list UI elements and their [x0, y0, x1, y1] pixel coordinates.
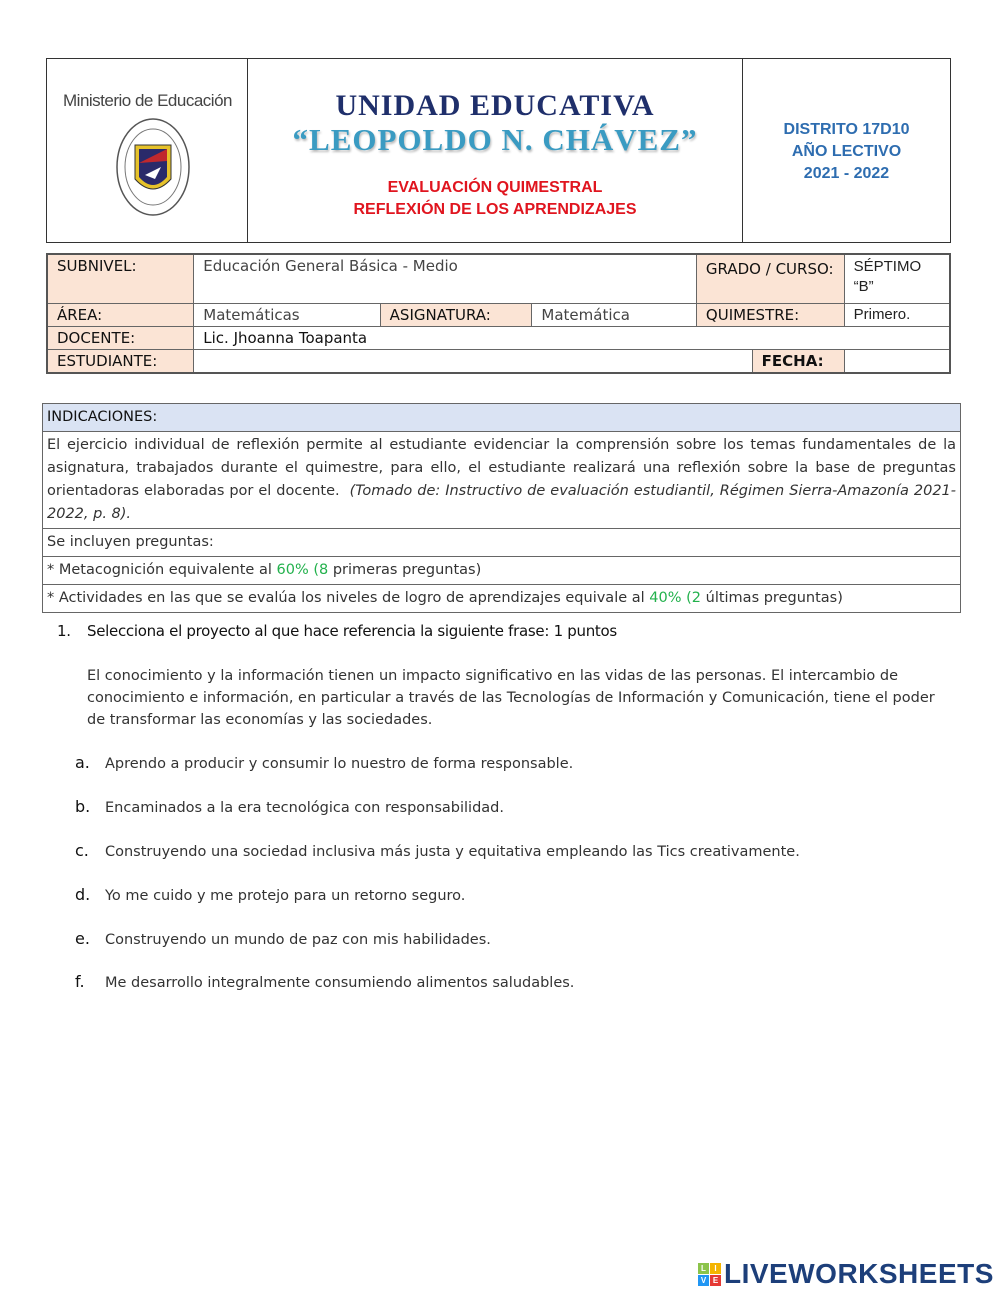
school-seal-logo: [115, 117, 191, 217]
activities-item: [43, 585, 961, 613]
option-text: Yo me cuido y me protejo para un retorno seguro.: [105, 888, 466, 904]
docente-value: Lic. Jhoanna Toapanta: [194, 326, 950, 349]
option-b[interactable]: [75, 797, 504, 816]
asignatura-value: Matemática: [532, 303, 697, 326]
item2-rest: últimas preguntas): [701, 590, 843, 606]
option-text: Construyendo una sociedad inclusiva más justa y equitativa empleando las Tics creativamente.: [105, 844, 800, 860]
option-text: Encaminados a la era tecnológica con responsabilidad.: [105, 800, 504, 816]
docente-label: DOCENTE:: [47, 326, 194, 349]
estudiante-field[interactable]: [194, 349, 752, 373]
option-letter: f.: [75, 972, 85, 991]
estudiante-label: ESTUDIANTE:: [47, 349, 194, 373]
question-passage: El conocimiento y la información tienen un impacto significativo en las vidas de las personas. El intercambio de conocimiento e información, en particular a través de las Tecnologías de Información y Comunicación, tiene el poder de transformar las economías y las sociedades.: [87, 668, 935, 728]
district: DISTRITO 17D10: [783, 121, 910, 138]
subnivel-value: Educación General Básica - Medio: [194, 254, 697, 303]
includes-text: Se incluyen preguntas:: [43, 529, 961, 557]
subnivel-label: SUBNIVEL:: [47, 254, 194, 303]
area-label: ÁREA:: [47, 303, 194, 326]
option-text: Construyendo un mundo de paz con mis habilidades.: [105, 932, 491, 948]
fecha-field[interactable]: [844, 349, 950, 373]
option-letter: b.: [75, 797, 91, 816]
live-squares-icon: [698, 1263, 721, 1286]
option-letter: a.: [75, 753, 90, 772]
grado-label: GRADO / CURSO:: [696, 254, 844, 303]
option-e[interactable]: [75, 929, 491, 948]
quimestre-value: Primero.: [844, 303, 950, 326]
indicaciones-title: INDICACIONES:: [43, 404, 961, 432]
brand-name: LIVEWORKSHEETS: [724, 1258, 994, 1289]
year-label: AÑO LECTIVO: [791, 143, 902, 160]
option-text: Me desarrollo integralmente consumiendo alimentos saludables.: [105, 975, 575, 991]
school-name-line2: “LEOPOLDO N. CHÁVEZ”: [292, 122, 698, 157]
liveworksheets-logo[interactable]: [698, 1258, 994, 1290]
asignatura-label: ASIGNATURA:: [380, 303, 532, 326]
option-f[interactable]: [75, 972, 574, 991]
metacognition-item: [43, 557, 961, 585]
fecha-label: FECHA:: [752, 349, 844, 373]
item2-percent: 40% (2: [649, 590, 702, 606]
option-c[interactable]: [75, 841, 800, 860]
option-a[interactable]: [75, 753, 573, 772]
logo-letter: L: [698, 1263, 709, 1274]
grado-value: SÉPTIMO “B”: [844, 254, 950, 303]
info-table: [46, 253, 951, 374]
header-box: [46, 58, 951, 243]
school-name-line1: UNIDAD EDUCATIVA: [335, 89, 655, 122]
quimestre-label: QUIMESTRE:: [696, 303, 844, 326]
option-letter: d.: [75, 885, 91, 904]
eval-title: EVALUACIÓN QUIMESTRAL: [387, 179, 603, 196]
indicaciones-table: [42, 403, 961, 613]
item2-text: * Actividades en las que se evalúa los niveles de logro de aprendizajes equivale al: [47, 590, 650, 606]
logo-letter: V: [698, 1275, 709, 1286]
district-cell: [743, 59, 950, 242]
option-d[interactable]: [75, 885, 465, 904]
area-value: Matemáticas: [194, 303, 380, 326]
item1-rest: primeras preguntas): [328, 562, 482, 578]
option-text: Aprendo a producir y consumir lo nuestro de forma responsable.: [105, 756, 574, 772]
school-year: 2021 - 2022: [803, 165, 890, 182]
item1-percent: 60% (8: [276, 562, 329, 578]
eval-subtitle: REFLEXIÓN DE LOS APRENDIZAJES: [353, 201, 637, 218]
indicaciones-text: [43, 432, 961, 529]
logo-letter: I: [710, 1263, 721, 1274]
question-title: [57, 622, 617, 640]
logo-letter: E: [710, 1275, 721, 1286]
option-letter: c.: [75, 841, 89, 860]
school-title-cell: [248, 59, 743, 242]
ministry-cell: [47, 59, 248, 242]
ministry-name: Ministerio de Educación: [63, 91, 232, 110]
item1-text: * Metacognición equivalente al: [47, 562, 277, 578]
question-number: 1.: [57, 622, 71, 640]
question-text: Selecciona el proyecto al que hace referencia la siguiente frase: 1 puntos: [87, 622, 617, 640]
indicaciones-body: El ejercicio individual de reflexión permite al estudiante evidenciar la comprensión sobre los temas fundamentales de la asignatura, trabajados durante el quimestre, para ello, el estudiante realizará una reflexión sobre la base de preguntas orientadoras elaboradas por el docente.: [47, 437, 956, 499]
citation: (Tomado de: Instructivo de evaluación estudiantil, Régimen Sierra-Amazonía 2021-2022, p. 8).: [47, 483, 957, 522]
option-letter: e.: [75, 929, 90, 948]
